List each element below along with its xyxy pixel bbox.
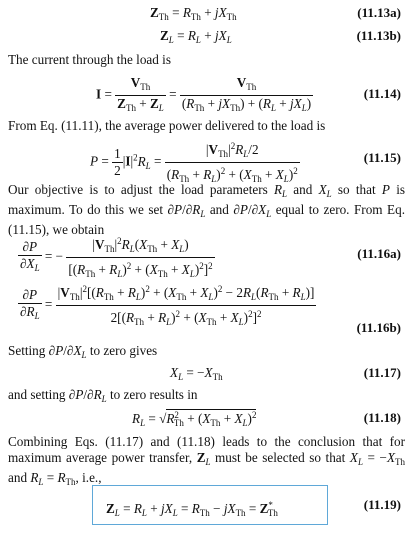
equation-11-16a: $\frac{\partial P}{\partial X_L}$ = − $\frac{|V_{Th}|^2R_L(X_{Th} + X_L)}{[(R_{Th} + R_L)^2 + (X_{Th} + X_L)^2]^2}$ [18, 233, 215, 282]
equation-11-17: $X_L = -X_{Th}$ [170, 365, 223, 382]
equation-11-15: P = $\frac{1}{2}$ $|I|^2R_L$ = $\frac{|V_{Th}|^2R_L/2}{(R_{Th} + R_L)^2 + (X_{Th} + X_L)^2}$ [90, 138, 300, 187]
equation-number-11-19: (11.19) [363, 497, 401, 512]
equation-number-11-17: (11.17) [363, 365, 401, 380]
equation-11-16b: $\frac{\partial P}{\partial R_L}$ = $\frac{|V_{Th}|^2[(R_{Th} + R_L)^2 + (X_{Th} + X_L)^2 - 2R_L(R_{Th} + R_L)]}{2[(R_{Th} + R_L)^2 + (X_{Th} + X_L)^2]^2}$ [18, 281, 316, 330]
equation-number-11-18: (11.18) [363, 410, 401, 425]
text-combining-eqs: Combining Eqs. (11.17) and (11.18) leads to the conclusion that for maximum average power transfer, $Z_L$ must be selected so that $X_L = -X_{Th}$ and $R_L = R_{Th}$, i.e., [8, 434, 406, 487]
equation-11-14: I = $\frac{V_{Th}}{Z_{Th} + Z_L}$ = $\frac{V_{Th}}{(R_{Th} + jX_{Th}) + (R_L + jX_L)}$ [96, 75, 312, 113]
equation-11-18: $R_L = √R^2_{Th} + (X_{Th} + X_L)^2$ [132, 410, 257, 428]
equation-11-13a: $Z_{Th} = R_{Th} + jX_{Th}$ [150, 5, 237, 22]
equation-number-11-13a: (11.13a) [357, 5, 401, 20]
equation-11-13b: $Z_L = R_L + jX_L$ [160, 28, 232, 45]
text-objective: Our objective is to adjust the load parameters $R_L$ and $X_L$ so that P is maximum. To do this we set $\partial P/\partial R_L$ and $\partial P/\partial X_L$ equal to zero. From Eq. (11.15), we obtain [8, 182, 406, 237]
equation-number-11-13b: (11.13b) [356, 28, 401, 43]
text-average-power-intro: From Eq. (11.11), the average power delivered to the load is [8, 118, 326, 133]
equation-11-19: $Z_L = R_L + jX_L = R_{Th} - jX_{Th} = Z^*_{Th}$ [106, 500, 278, 518]
equation-number-11-15: (11.15) [363, 150, 401, 165]
text-setting-dp-drl: and setting $\partial P/\partial R_L$ to zero results in [8, 387, 198, 404]
equation-number-11-16a: (11.16a) [357, 246, 401, 261]
equation-number-11-16b: (11.16b) [356, 320, 401, 335]
equation-number-11-14: (11.14) [363, 86, 401, 101]
text-current-through-load: The current through the load is [8, 52, 171, 67]
text-setting-dp-dxl: Setting $\partial P/\partial X_L$ to zero gives [8, 343, 158, 360]
